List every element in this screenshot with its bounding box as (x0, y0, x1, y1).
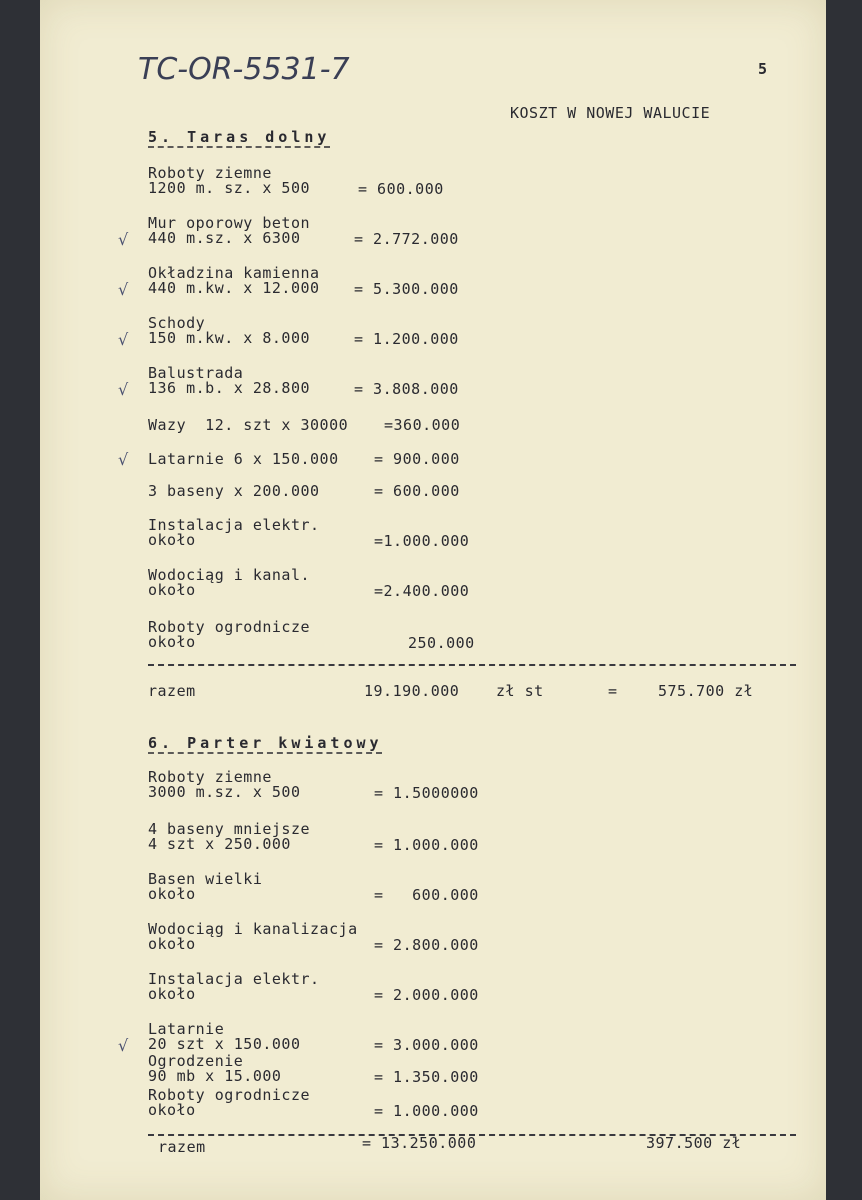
item-amount: = 1.000.000 (374, 836, 479, 854)
section6-total-new: 397.500 zł (646, 1134, 742, 1152)
item-calculation: około (148, 885, 196, 903)
item-amount: = 1.000.000 (374, 1102, 479, 1120)
item-amount: =2.400.000 (374, 582, 470, 600)
section5-divider (148, 664, 796, 666)
item-calculation: 440 m.kw. x 12.000 (148, 279, 320, 297)
item-amount: = 3.808.000 (354, 380, 459, 398)
item-amount: = 600.000 (374, 886, 479, 904)
item-description: Basen wielki (148, 870, 263, 888)
item-calculation: około (148, 985, 196, 1003)
item-amount: = 900.000 (374, 450, 460, 468)
item-amount: = 3.000.000 (374, 1036, 479, 1054)
item-description: Okładzina kamienna (148, 264, 320, 282)
section6-total-amount: = 13.250.000 (362, 1134, 477, 1152)
item-description: Mur oporowy beton (148, 214, 311, 232)
item-calculation: 4 szt x 250.000 (148, 835, 291, 853)
check-mark-icon: √ (118, 280, 129, 299)
item-calculation: około (148, 1101, 196, 1119)
item-description: Roboty ziemne (148, 164, 272, 182)
check-mark-icon: √ (118, 330, 129, 349)
check-mark-icon: √ (118, 450, 129, 469)
item-description: Wodociąg i kanalizacja (148, 920, 358, 938)
section6-title: 6. Parter kwiatowy (148, 734, 383, 752)
item-amount: = 2.800.000 (374, 936, 479, 954)
item-amount: = 5.300.000 (354, 280, 459, 298)
section5-total-amount: 19.190.000 (364, 682, 460, 700)
item-amount: =1.000.000 (374, 532, 470, 550)
handwritten-doc-id: TC-OR-5531-7 (138, 52, 350, 87)
item-description: Balustrada (148, 364, 244, 382)
item-calculation: około (148, 633, 196, 651)
item-calculation: 90 mb x 15.000 (148, 1067, 282, 1085)
item-description: Instalacja elektr. (148, 516, 320, 534)
item-calculation: 150 m.kw. x 8.000 (148, 329, 311, 347)
item-calculation: 136 m.b. x 28.800 (148, 379, 311, 397)
item-description: Wazy 12. szt x 30000 (148, 416, 349, 434)
section5-total-new: 575.700 zł (658, 682, 754, 700)
item-calculation: 3000 m.sz. x 500 (148, 783, 301, 801)
item-description: Roboty ogrodnicze (148, 1086, 311, 1104)
item-calculation: 440 m.sz. x 6300 (148, 229, 301, 247)
item-calculation: 20 szt x 150.000 (148, 1035, 301, 1053)
item-calculation: 1200 m. sz. x 500 (148, 179, 311, 197)
item-amount: = 1.350.000 (374, 1068, 479, 1086)
section5-title: 5. Taras dolny (148, 128, 331, 146)
page-number: 5 (758, 60, 768, 78)
item-calculation: około (148, 531, 196, 549)
check-mark-icon: √ (118, 1036, 129, 1055)
check-mark-icon: √ (118, 380, 129, 399)
item-description: Wodociąg i kanal. (148, 566, 311, 584)
item-amount: = 1.200.000 (354, 330, 459, 348)
item-calculation: około (148, 581, 196, 599)
section5-total-eq: = (608, 682, 618, 700)
item-description: Instalacja elektr. (148, 970, 320, 988)
item-amount: = 2.000.000 (374, 986, 479, 1004)
item-amount: = 600.000 (358, 180, 444, 198)
item-amount: = 2.772.000 (354, 230, 459, 248)
item-amount: =360.000 (384, 416, 461, 434)
item-description: Schody (148, 314, 206, 332)
section5-total-unit: zł st (496, 682, 544, 700)
item-description: Latarnie 6 x 150.000 (148, 450, 339, 468)
item-calculation: około (148, 935, 196, 953)
section6-total-label: razem (158, 1138, 206, 1156)
item-description: Ogrodzenie (148, 1052, 244, 1070)
document-page (40, 0, 826, 1200)
item-description: 4 baseny mniejsze (148, 820, 311, 838)
item-description: Roboty ziemne (148, 768, 272, 786)
check-mark-icon: √ (118, 230, 129, 249)
item-description: Roboty ogrodnicze (148, 618, 311, 636)
item-amount: 250.000 (408, 634, 475, 652)
item-amount: = 1.5000000 (374, 784, 479, 802)
item-description: 3 baseny x 200.000 (148, 482, 320, 500)
item-description: Latarnie (148, 1020, 225, 1038)
section5-total-label: razem (148, 682, 196, 700)
header-title: KOSZT W NOWEJ WALUCIE (510, 104, 711, 122)
item-amount: = 600.000 (374, 482, 460, 500)
